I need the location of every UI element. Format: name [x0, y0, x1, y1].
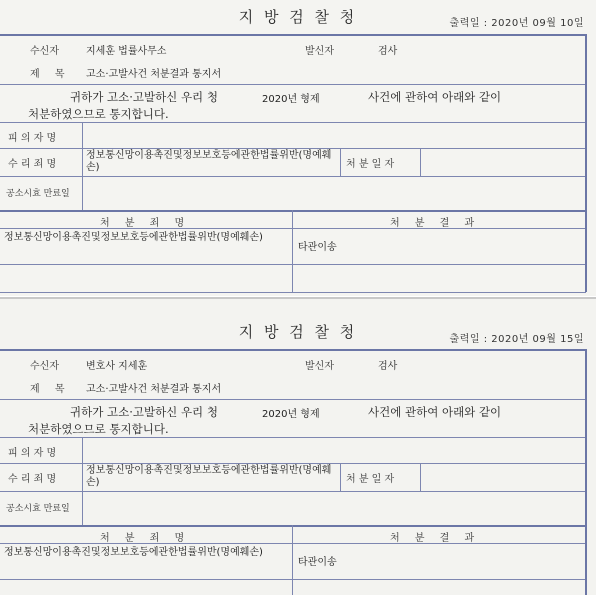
notice-year-case: 2020년 형제	[262, 94, 320, 105]
charge-label: 수 리 죄 명	[8, 159, 57, 170]
disposal-date-label: 처 분 일 자	[346, 474, 395, 485]
notice-year-case: 2020년 형제	[262, 409, 320, 420]
notice-line2: 처분하였으므로 통지합니다.	[28, 107, 169, 121]
disposal-charge-value: 정보통신망이용촉진및정보보호등에관한법률위반(명예훼손)	[4, 232, 263, 243]
sender-value: 검사	[378, 361, 398, 372]
disposal-charge-header: 처 분 죄 명	[100, 533, 191, 544]
charge-value: 정보통신망이용촉진및정보보호등에관한법률위반(명예훼손)	[86, 465, 332, 488]
sender-label: 발신자	[305, 46, 334, 57]
notice-document-1	[0, 0, 596, 296]
notice-form	[0, 349, 596, 595]
subject-value: 고소·고발사건 처분결과 통지서	[86, 384, 222, 395]
recipient-label: 수신자	[30, 361, 59, 372]
notice-form	[0, 34, 596, 296]
suspect-label: 피 의 자 명	[8, 133, 57, 144]
suspect-label: 피 의 자 명	[8, 448, 57, 459]
disposal-result-header: 처 분 결 과	[390, 218, 481, 229]
notice-line1-b: 사건에 관하여 아래와 같이	[368, 405, 502, 419]
disposal-result-value: 타관이송	[298, 242, 337, 253]
disposal-charge-header: 처 분 죄 명	[100, 218, 191, 229]
statute-expiry-label: 공소시효 만료일	[6, 189, 70, 199]
notice-line1-a: 귀하가 고소·고발하신 우리 청	[70, 90, 218, 104]
prosecutors-office-title: 지 방 검 찰 청	[238, 8, 358, 26]
sender-value: 검사	[378, 46, 398, 57]
charge-value: 정보통신망이용촉진및정보보호등에관한법률위반(명예훼손)	[86, 150, 332, 173]
print-date: 출력일 : 2020년 09월 15일	[449, 334, 584, 345]
notice-document-2	[0, 297, 596, 595]
disposal-date-label: 처 분 일 자	[346, 159, 395, 170]
subject-value: 고소·고발사건 처분결과 통지서	[86, 69, 222, 80]
print-date: 출력일 : 2020년 09월 10일	[449, 18, 584, 29]
notice-line2: 처분하였으므로 통지합니다.	[28, 422, 169, 436]
sender-label: 발신자	[305, 361, 334, 372]
disposal-result-value: 타관이송	[298, 557, 337, 568]
subject-label: 제 목	[30, 384, 71, 395]
notice-line1-b: 사건에 관하여 아래와 같이	[368, 90, 502, 104]
statute-expiry-label: 공소시효 만료일	[6, 504, 70, 514]
prosecutors-office-title: 지 방 검 찰 청	[238, 323, 358, 341]
disposal-result-header: 처 분 결 과	[390, 533, 481, 544]
recipient-label: 수신자	[30, 46, 59, 57]
recipient-value: 지세훈 법률사무소	[86, 46, 167, 57]
notice-line1-a: 귀하가 고소·고발하신 우리 청	[70, 405, 218, 419]
subject-label: 제 목	[30, 69, 71, 80]
recipient-value: 변호사 지세훈	[86, 361, 148, 372]
charge-label: 수 리 죄 명	[8, 474, 57, 485]
disposal-charge-value: 정보통신망이용촉진및정보보호등에관한법률위반(명예훼손)	[4, 547, 263, 558]
